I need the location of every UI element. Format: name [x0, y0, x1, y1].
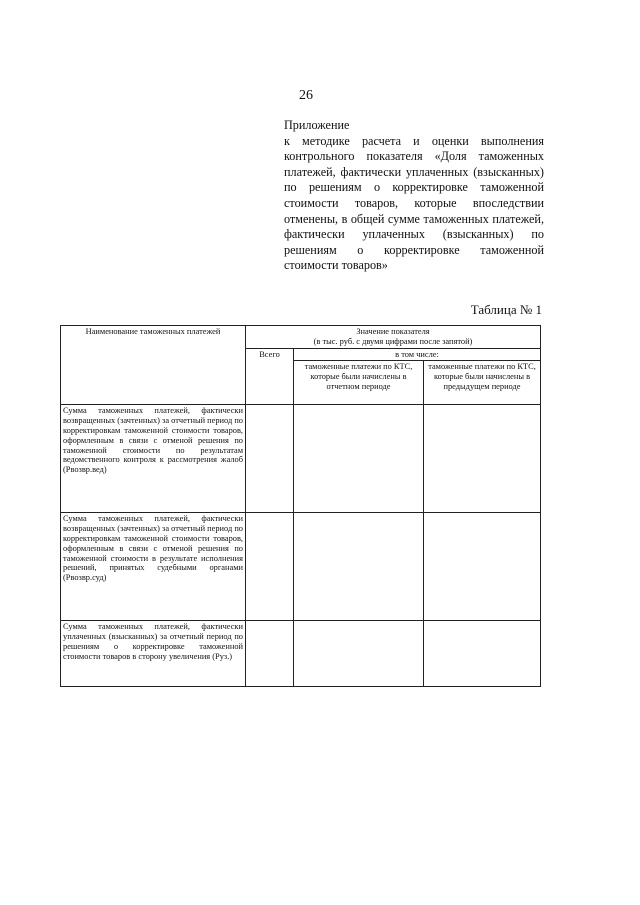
appendix-block — [284, 118, 544, 274]
cell-current-period — [294, 405, 424, 513]
header-previous-period: таможенные платежи по КТС, которые были начислены в предыдущем периоде — [424, 361, 541, 405]
header-name-column: Наименование таможенных платежей — [61, 326, 246, 405]
header-value-title: Значение показателя — [356, 327, 430, 336]
cell-current-period — [294, 513, 424, 621]
row-label-paid-increase: Сумма таможенных платежей, фактически уплаченных (взысканных) за отчетный период по решениям о корректировке таможенной стоимости товаров в сторону увеличения (Руз.) — [61, 621, 246, 687]
row-label-refund-departmental: Сумма таможенных платежей, фактически возвращенных (зачтенных) за отчетный период по корректировкам таможенной стоимости товаров, оформленным в связи с отменой решения по таможенной стоимости по результатам ведомственного контроля к рассмотрения жалоб (Рвозвр.вед) — [61, 405, 246, 513]
cell-previous-period — [424, 405, 541, 513]
header-value-units: (в тыс. руб. с двумя цифрами после запятой) — [313, 336, 473, 346]
appendix-title: Приложение — [284, 118, 350, 132]
row-label-refund-court: Сумма таможенных платежей, фактически возвращенных (зачтенных) за отчетный период по корректировкам таможенной стоимости товаров, оформленным в связи с отменой решения по таможенной стоимости в результате исполнения решений, принятых судебными органами (Рвозвр.суд) — [61, 513, 246, 621]
cell-current-period — [294, 621, 424, 687]
header-value-group — [246, 326, 541, 349]
appendix-text: к методике расчета и оценки выполнения контрольного показателя «Доля таможенных платежей, фактически уплаченных (взысканных) по решениям о корректировке таможенной стоимости товаров, которые впоследствии отменены, в общей сумме таможенных платежей, фактически уплаченных (взысканных) по решениям о корректировке таможенной стоимости товаров» — [284, 133, 544, 273]
header-including: в том числе: — [294, 348, 541, 361]
cell-total — [246, 405, 294, 513]
cell-previous-period — [424, 621, 541, 687]
cell-total — [246, 513, 294, 621]
cell-previous-period — [424, 513, 541, 621]
cell-total — [246, 621, 294, 687]
header-total: Всего — [246, 348, 294, 405]
header-current-period: таможенные платежи по КТС, которые были начислены в отчетном периоде — [294, 361, 424, 405]
page-number: 26 — [299, 88, 313, 103]
indicator-table — [60, 325, 541, 687]
table-row — [61, 405, 541, 513]
table-row — [61, 513, 541, 621]
table-row — [61, 621, 541, 687]
table-label: Таблица № 1 — [470, 302, 542, 317]
